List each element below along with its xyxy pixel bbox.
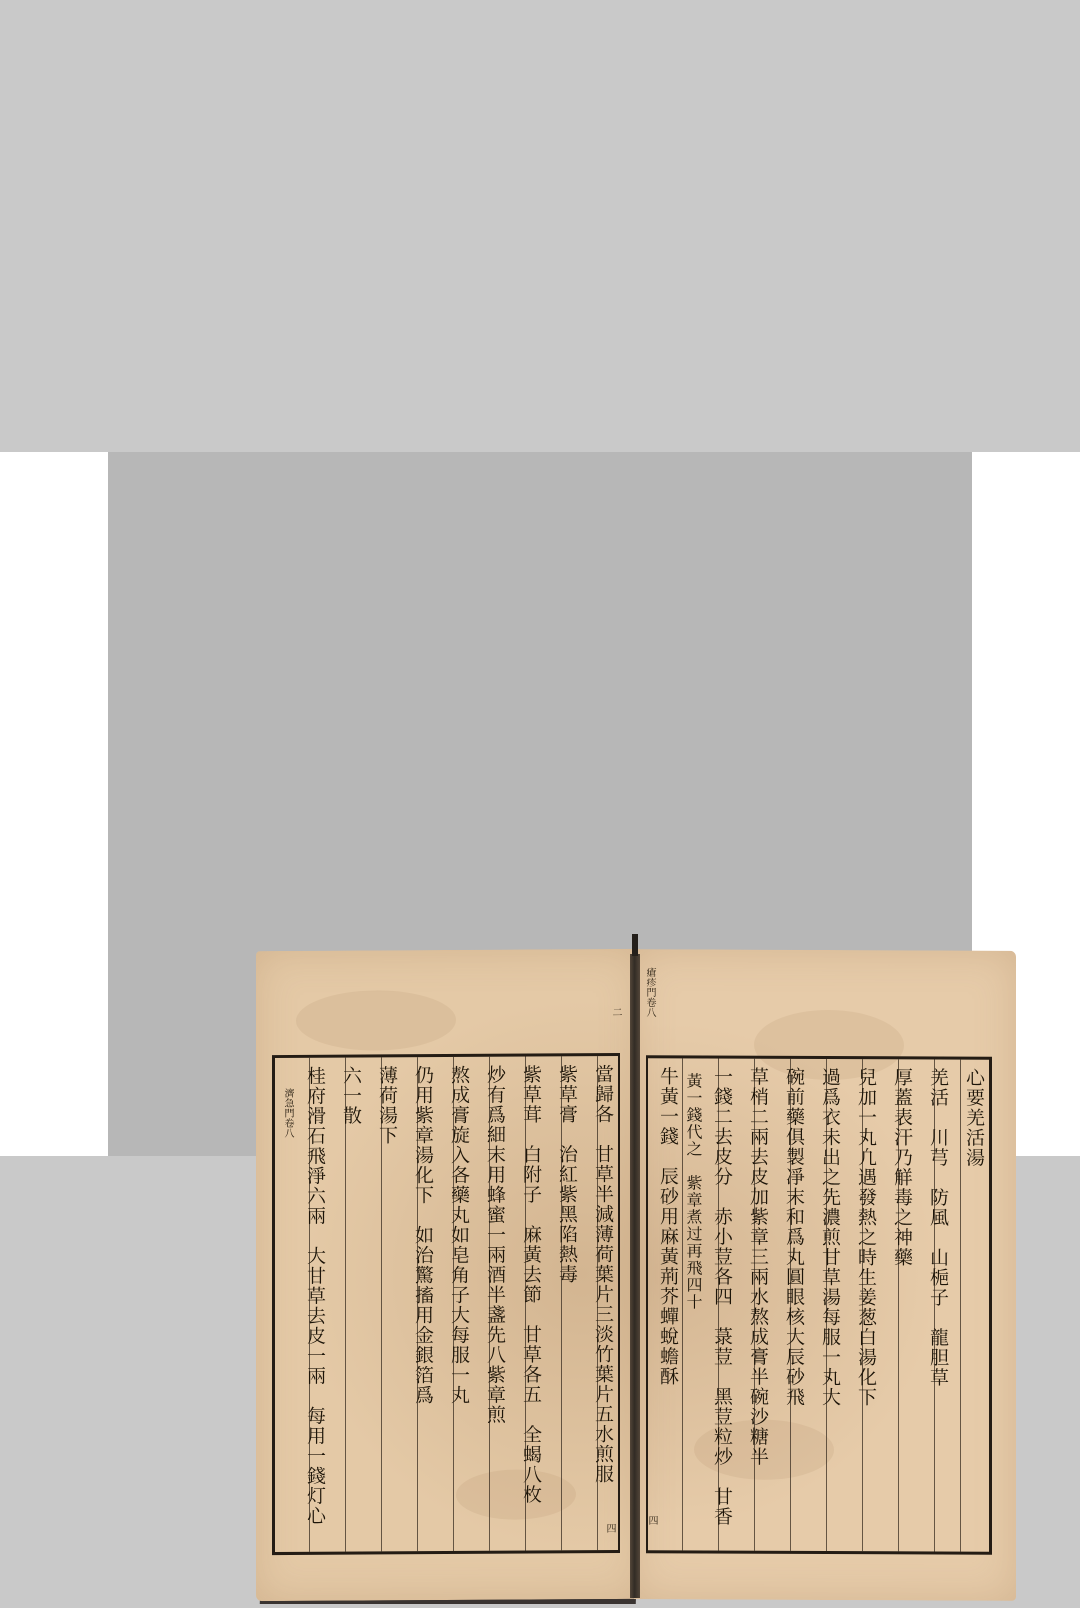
margin-mark-top: 二 (610, 1006, 621, 1018)
text-column: 當歸各 甘草半減薄荷葉片三淡竹葉片五水煎服 (592, 1063, 614, 1485)
text-column: 炒有爲細末用蜂蜜一兩酒半盞先八紫章煎 (484, 1064, 506, 1425)
margin-mark-bottom: 四 (646, 1515, 657, 1526)
text-column: 一錢二去皮分 赤小荳各四 菉荳 黑荳粒炒 甘香 (711, 1066, 733, 1527)
text-column: 羌活 川芎 防風 山梔子 龍胆草 (927, 1067, 949, 1388)
spine-binding-tab (632, 934, 638, 956)
left-page (256, 949, 640, 1601)
text-column: 心要羌活湯 (963, 1067, 985, 1168)
text-column: 牛黃一錢 辰砂用麻黃荊芥蟬蛻蟾酥 (657, 1066, 679, 1387)
text-column: 厚蓋表汗乃觧毒之神藥 (891, 1067, 913, 1268)
text-column: 過爲衣未出之先濃煎甘草湯每服一丸大 (819, 1066, 841, 1408)
text-column: 紫草膏 治紅紫黑陷熱毒 (556, 1064, 578, 1285)
text-column: 黃一錢代之 紫章煮过再飛四十 (684, 1072, 703, 1311)
paper-smudge (296, 990, 456, 1051)
text-column: 碗前藥俱製凈末和爲丸圓眼核大辰砂飛 (783, 1066, 805, 1407)
text-column: 紫草茸 白附子 麻黃去節 甘草各五 全蝎八枚 (520, 1064, 542, 1505)
book-spine (630, 954, 640, 1598)
margin-mark-bottom: 四 (604, 1522, 615, 1534)
text-column: 兒加一丸凢遇發熱之時生姜葱白湯化下 (855, 1067, 877, 1408)
column-rule (960, 1060, 961, 1552)
left-text-frame (272, 1053, 620, 1555)
text-column: 仍用紫章湯化下 如治驚搐用金銀箔爲 (412, 1065, 434, 1406)
right-page (634, 949, 1016, 1601)
text-column: 草梢二兩去皮加紫章三兩水熬成膏半碗沙糖半 (747, 1066, 769, 1467)
photo-backdrop (108, 452, 985, 1534)
text-column: 桂府滑石飛淨六兩 大甘草去皮一兩 每用一錢灯心 (304, 1065, 326, 1526)
text-column: 六一散 (340, 1065, 362, 1126)
column-rule (682, 1058, 683, 1550)
side-label: 濟急門卷八 (282, 1087, 293, 1139)
text-column: 熬成膏旋入各藥丸如皂角子大每服一丸 (448, 1064, 470, 1405)
open-book (256, 950, 1016, 1600)
text-column: 薄荷湯下 (376, 1065, 398, 1146)
right-text-frame (646, 1055, 992, 1555)
margin-mark-top: 瘡疹門卷八 (644, 967, 655, 1018)
